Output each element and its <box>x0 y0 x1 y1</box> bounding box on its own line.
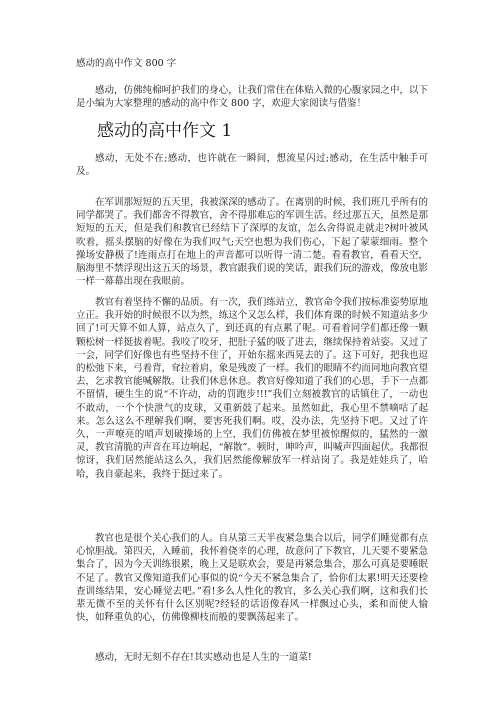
body-paragraph: 感动，无时无刻不存在!其实感动也是人生的一道菜! <box>95 652 312 663</box>
section-heading: 感动的高中作文 1 <box>97 121 233 141</box>
body-paragraph: 教官有着坚持不懈的品质。有一次，我们练站立，教官命令我们按标准姿势原地立正。我开始的时候很不以为然，练这个又怎么样，我们体育课的时候不知道站多少回了!可天算不如人算，站点久了，到还真的有点累了呢。可看着同学们都还像一颗颗松树一样挺拔着呢。我咬了咬牙，把肚子猛的吸了进去，继续保持着站姿。又过了一会，同学们好像也有些坚持不住了，开始东摇来西晃去的了。这下可好，把我也逗的松弛下来，弓着背，耷拉着肩，象是残废了一样。我们的眼睛不约而同地向教官望去，乞求教官能喊解散。让我们休息休息。教官好像知道了我们的心思，手下一点都不留情，硬生生的说“不许动，动的罚跑步!!!”我们立刻被教官的话镇住了，一动也不敢动，一个个快泄气的皮球，又重新鼓了起来。虽然如此，我心里不禁嘀咕了起来。怎么这么不理解我们啊，要害死我们啊。哎，没办法，先坚持下吧。又过了许久，一声嘹亮的哨声划破操场的上空，我们仿佛被在梦里被惊醒似的，猛然的一激灵，教官清脆的声音在耳边响起，“解散”。顿时，呻吟声，叫喊声四面起伏。我都很惊讶，我们居然能站这么久，我们居然能像解放军一样站岗了。我是娃娃兵了，哈哈，我自豪起来，我终于挺过来了。 <box>76 297 428 480</box>
body-paragraph: 在军训那短短的五天里，我被深深的感动了。在离别的时候，我们班几乎所有的同学都哭了。我们都舍不得教官，舍不得那难忘的军训生活。经过那五天，虽然是那短短的五天，但是我们和教官已经结下了深厚的友谊，怎么舍得说走就走?树叶被风吹着，摇头摆脑的好像在为我们叹气;天空也想为我们伤心，下起了蒙蒙细雨。整个操场安静极了!连雨点打在地上的声音都可以听得一清二楚。看看教官，看看天空，脑海里不禁浮现出这五天的场景，教官跟我们说的笑话，跟我们玩的游戏，像放电影一样一幕幕出现在我眼前。 <box>76 197 428 288</box>
body-paragraph: 教官也是很个关心我们的人。自从第三天半夜紧急集合以后，同学们睡觉都有点心惊胆战。第四天，入睡前，我怀着侥幸的心理，故意问了下教官，儿天要不要紧急集合了，因为今天训练很累，晚上又是联欢会，要是再紧急集合，那么可真是要睡眠不足了。教官又像知道我们心事似的说“今天不紧急集合了，恰你们太累!明天还要检查训练结果，安心睡觉去吧。”看!多么人性化的教官，多么关心我们啊，这和我们长辈无微不至的关怀有什么区别呢?经轻的话语像春风一样飘过心头，柔和而使人愉快，如释重负的心，仿佛像柳枝而般的要飘荡起来了。 <box>76 533 428 624</box>
body-paragraph: 感动，无处不在;感动，也许就在一瞬间，想流星闪过;感动，在生活中触手可及。 <box>76 153 428 178</box>
intro-paragraph: 感动，仿佛纯棉呵护我们的身心，让我们常住在体贴入微的心腹家园之中，以下是小编为大家整理的感动的高中作文 800 字，欢迎大家阅读与借鉴！ <box>76 85 428 110</box>
document-title: 感动的高中作文 800 字 <box>76 58 177 69</box>
